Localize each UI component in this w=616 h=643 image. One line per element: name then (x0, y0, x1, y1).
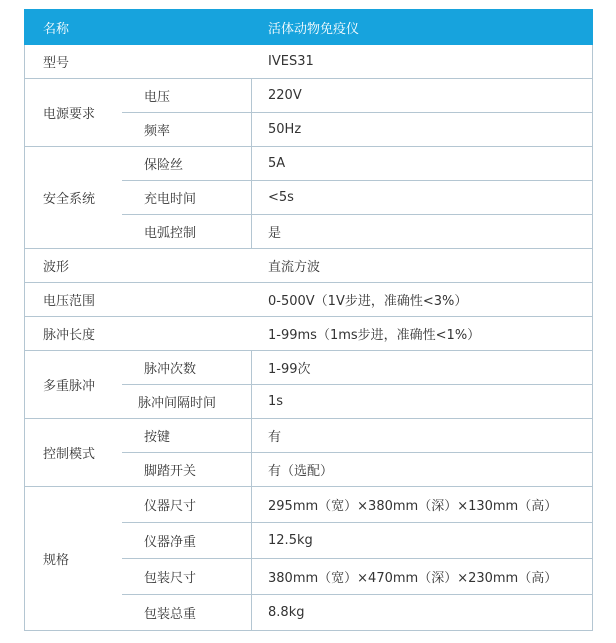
table-row-specs-size (25, 487, 593, 523)
specs-net-weight-value: 12.5kg (252, 523, 593, 559)
specs-package-size-label: 包装尺寸 (122, 559, 252, 595)
table-header-row (25, 10, 593, 45)
table-row-power-voltage (25, 79, 593, 113)
specs-package-size-value: 380mm（宽）×470mm（深）×230mm（高） (252, 559, 593, 595)
power-label: 电源要求 (25, 79, 122, 147)
specs-label: 规格 (25, 487, 122, 631)
table-row-pulse-length (25, 317, 593, 351)
table-row-voltage-range (25, 283, 593, 317)
specs-gross-weight-value: 8.8kg (252, 595, 593, 631)
voltage-range-value: 0-500V（1V步进，准确性<3%） (252, 283, 593, 317)
safety-arc-label: 电弧控制 (122, 215, 252, 249)
multi-pulse-count-label: 脉冲次数 (122, 351, 252, 385)
power-frequency-label: 频率 (122, 113, 252, 147)
model-label: 型号 (25, 45, 252, 79)
power-voltage-value: 220V (252, 79, 593, 113)
control-label: 控制模式 (25, 419, 122, 487)
spec-table-container (24, 9, 592, 631)
power-frequency-value: 50Hz (252, 113, 593, 147)
multi-pulse-count-value: 1-99次 (252, 351, 593, 385)
table-row-control-keys (25, 419, 593, 453)
specs-gross-weight-label: 包装总重 (122, 595, 252, 631)
multi-pulse-interval-value: 1s (252, 385, 593, 419)
table-row-model (25, 45, 593, 79)
control-footswitch-value: 有（选配） (252, 453, 593, 487)
specs-size-label: 仪器尺寸 (122, 487, 252, 523)
voltage-range-label: 电压范围 (25, 283, 252, 317)
spec-table (24, 9, 593, 631)
safety-fuse-label: 保险丝 (122, 147, 252, 181)
safety-arc-value: 是 (252, 215, 593, 249)
header-name-label: 名称 (25, 10, 252, 45)
table-row-safety-fuse (25, 147, 593, 181)
safety-charge-label: 充电时间 (122, 181, 252, 215)
specs-net-weight-label: 仪器净重 (122, 523, 252, 559)
safety-charge-value: <5s (252, 181, 593, 215)
power-voltage-label: 电压 (122, 79, 252, 113)
multi-pulse-label: 多重脉冲 (25, 351, 122, 419)
table-row-waveform (25, 249, 593, 283)
multi-pulse-interval-label: 脉冲间隔时间 (122, 385, 252, 419)
header-name-value: 活体动物免疫仪 (252, 10, 593, 45)
model-value: IVES31 (252, 45, 593, 79)
pulse-length-value: 1-99ms（1ms步进，准确性<1%） (252, 317, 593, 351)
waveform-label: 波形 (25, 249, 252, 283)
safety-label: 安全系统 (25, 147, 122, 249)
pulse-length-label: 脉冲长度 (25, 317, 252, 351)
control-keys-value: 有 (252, 419, 593, 453)
control-keys-label: 按键 (122, 419, 252, 453)
specs-size-value: 295mm（宽）×380mm（深）×130mm（高） (252, 487, 593, 523)
waveform-value: 直流方波 (252, 249, 593, 283)
control-footswitch-label: 脚踏开关 (122, 453, 252, 487)
safety-fuse-value: 5A (252, 147, 593, 181)
table-row-multi-pulse-count (25, 351, 593, 385)
